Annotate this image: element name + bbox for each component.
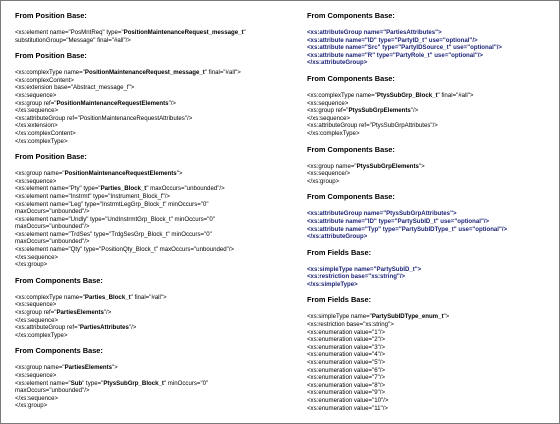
code-token-highlight: <xs:attribute name="Src" type="PartyIDSource_t" use="optional"/> — [307, 44, 502, 52]
code-line — [307, 170, 553, 178]
code-token: <xs:complexContent> — [15, 76, 74, 84]
right-section-from-fields-base — [307, 295, 553, 412]
code-token-highlight: <xs:attributeGroup name="PtysSubGrpAttributes"> — [307, 210, 457, 218]
code-line — [15, 223, 283, 231]
code-token: "> — [176, 170, 183, 178]
code-token: <xs:element name="Undly" type="UndInstrmtGrp_Block_t" minOccurs="0" — [15, 215, 215, 223]
code-token: </xs:extension> — [15, 122, 58, 130]
code-token: </xs:sequence> — [15, 253, 59, 261]
code-line — [15, 231, 283, 239]
code-line — [307, 336, 553, 344]
code-token: <xs:element name="Leg" type="InstrmtLegGrp_Block_t" minOccurs="0" — [15, 200, 209, 208]
right-section-from-components-base — [307, 11, 553, 67]
code-token: <xs:group ref=" — [307, 107, 349, 115]
code-line — [15, 395, 283, 403]
code-line — [15, 122, 283, 130]
code-token-highlight: PtysSubGrp_Block_t — [103, 379, 164, 387]
code-token: </xs:sequence> — [15, 107, 59, 115]
code-token: <xs:enumeration value="5"/> — [307, 359, 386, 367]
code-token: <xs:element name="Qty" type="PositionQty_Block_t" maxOccurs="unbounded"/> — [15, 246, 235, 254]
code-token: </xs:sequence> — [15, 316, 59, 324]
left-column — [15, 11, 283, 417]
code-token: <xs:sequence> — [15, 91, 57, 99]
code-line — [307, 389, 553, 397]
code-token: <xs:element name="TrdSes" type="TrdgSesGrp_Block_t" minOccurs="0" — [15, 230, 212, 238]
code-line — [15, 261, 283, 269]
code-token: substitutionGroup="Message" final="#all"/> — [15, 36, 131, 44]
code-token: <xs:extension base="Abstract_message_f"> — [15, 84, 135, 92]
left-section-from-position-base — [15, 152, 283, 269]
code-token: </xs:complexContent> — [15, 129, 76, 137]
code-token-highlight: Parties_Block_t — [84, 293, 131, 301]
code-token: <xs:group name=" — [15, 364, 65, 372]
code-token: "/> — [168, 99, 176, 107]
code-line — [15, 170, 283, 178]
code-line — [15, 332, 283, 340]
left-section-from-position-base — [15, 11, 283, 44]
code-line — [15, 201, 283, 209]
code-line — [307, 218, 553, 226]
code-line — [15, 317, 283, 325]
code-token: " maxOccurs="unbounded"/> — [146, 185, 225, 193]
code-token: <xs:enumeration value="10"/> — [307, 397, 389, 404]
code-line — [307, 44, 553, 52]
code-token: <xs:enumeration value="9"/> — [307, 389, 386, 397]
code-token: " final="#all"> — [437, 91, 474, 99]
code-line — [15, 238, 283, 246]
code-token: <xs:enumeration value="6"/> — [307, 366, 386, 374]
code-line — [15, 309, 283, 317]
code-line — [15, 380, 283, 388]
code-token: <xs:enumeration value="4"/> — [307, 351, 386, 359]
code-token-highlight: <xs:attribute name="ID" type="PartySubID_t" use="optional"/> — [307, 217, 490, 225]
code-token-highlight: PartiesElements — [64, 364, 113, 372]
code-token-highlight: PartiesElements — [56, 309, 104, 317]
code-token: <xs:complexType name=" — [15, 293, 85, 301]
code-token: </xs:group> — [15, 261, 48, 269]
code-line — [15, 138, 283, 146]
code-token: <xs:group ref=" — [15, 309, 57, 317]
code-token: "> — [443, 313, 450, 321]
code-token-highlight: PositionMaintenanceRequestElements — [64, 170, 177, 178]
code-line — [307, 344, 553, 352]
code-line — [15, 301, 283, 309]
code-token: </xs:group> — [307, 177, 340, 185]
right-column — [307, 11, 553, 419]
code-token: <xs:enumeration value="1"/> — [307, 328, 386, 336]
code-token-highlight: PartySubIDType_enum_t — [371, 313, 444, 321]
code-token: <xs:element name="Instrmt" type="Instrument_Block_f"/> — [15, 192, 170, 200]
code-line — [15, 193, 283, 201]
code-line — [307, 321, 553, 329]
code-token-highlight: <xs:attribute name="Typ" type="PartySubIDType_t" use="optional"/> — [307, 225, 508, 233]
section-heading: From Position Base: — [15, 51, 87, 61]
code-token: <xs:attributeGroup ref="PositionMaintenanceRequestAttributes"/> — [15, 114, 193, 122]
code-token: " minOccurs="0" — [163, 379, 209, 387]
code-line — [15, 208, 283, 216]
code-token: <xs:sequence> — [15, 177, 57, 185]
section-heading: From Components Base: — [15, 275, 103, 285]
code-token: " final="#all"> — [130, 293, 167, 301]
code-token-highlight: <xs:attribute name="ID" type="PartyID_t" use="optional"/> — [307, 36, 478, 44]
code-token: <xs:attributeGroup ref=" — [15, 324, 80, 332]
code-line — [307, 367, 553, 375]
code-line — [307, 210, 553, 218]
code-token: <xs:element name="Pty" type=" — [15, 185, 101, 193]
code-token: <xs:enumeration value="11"/> — [307, 404, 388, 412]
code-line — [15, 364, 283, 372]
code-token-highlight: Sub — [70, 379, 83, 387]
code-token: <xs:enumeration value="2"/> — [307, 336, 386, 344]
right-section-from-fields-base — [307, 248, 553, 289]
code-line — [15, 294, 283, 302]
section-heading: From Position Base: — [15, 11, 87, 20]
code-token: <xs:sequence> — [15, 301, 57, 309]
code-token-highlight: PartiesAttributes — [79, 324, 129, 332]
code-line — [15, 69, 283, 77]
code-token: "/> — [103, 309, 112, 317]
code-token-highlight: </xs:attributeGroup> — [307, 59, 368, 67]
code-token-highlight: PositionMaintenanceRequestElements — [56, 99, 169, 107]
code-line — [307, 273, 553, 281]
code-line — [307, 266, 553, 274]
code-token: " — [243, 29, 246, 36]
section-heading: From Position Base: — [15, 152, 87, 162]
code-line — [15, 77, 283, 85]
code-token: <xs:enumeration value="3"/> — [307, 343, 386, 351]
code-token: " final="#all"> — [204, 69, 241, 77]
code-line — [15, 402, 283, 410]
code-line — [307, 313, 553, 321]
code-line — [15, 130, 283, 138]
code-token-highlight: PtysSubGrpElements — [356, 162, 419, 170]
code-token-highlight: PositionMaintenanceRequest_message_t — [84, 69, 205, 77]
code-line — [15, 387, 283, 395]
code-token-highlight: PtysSubGrpElements — [348, 107, 411, 115]
code-line — [307, 374, 553, 382]
code-token: <xs:restriction base="xs:string"> — [307, 321, 394, 329]
section-heading: From Components Base: — [307, 144, 395, 154]
section-heading: From Components Base: — [307, 73, 395, 83]
code-line — [307, 130, 553, 138]
code-token: "> — [418, 162, 425, 170]
code-line — [15, 92, 283, 100]
code-token: </xs:sequence> — [307, 114, 351, 122]
left-section-from-components-base — [15, 276, 283, 340]
code-token: maxOccurs="unbounded"/> — [15, 387, 90, 395]
code-line — [15, 100, 283, 108]
code-token-highlight: </xs:simpleType> — [307, 280, 358, 288]
code-line — [15, 246, 283, 254]
code-line — [307, 281, 553, 289]
code-line — [15, 115, 283, 123]
code-token: <xs:group name=" — [307, 162, 357, 170]
code-line — [307, 359, 553, 367]
code-token: </xs:group> — [15, 402, 48, 410]
code-token: </xs:complexType> — [15, 331, 68, 339]
code-line — [15, 178, 283, 186]
code-line — [307, 100, 553, 108]
code-line — [307, 382, 553, 390]
code-token: maxOccurs="unbounded"/> — [15, 238, 90, 246]
code-line — [15, 84, 283, 92]
code-line — [307, 107, 553, 115]
code-token: <xs:sequence> — [15, 372, 57, 379]
code-line — [15, 37, 283, 45]
code-line — [307, 329, 553, 337]
code-token: "/> — [128, 324, 137, 332]
code-token: </xs:complexType> — [15, 137, 68, 145]
section-heading: From Components Base: — [307, 192, 395, 202]
code-line — [15, 185, 283, 193]
code-line — [307, 397, 553, 405]
code-line — [307, 115, 553, 123]
code-line — [307, 29, 553, 37]
code-line — [15, 216, 283, 224]
code-line — [307, 59, 553, 67]
section-heading: From Fields Base: — [307, 247, 372, 257]
code-token-highlight: <xs:restriction base="xs:string"/> — [307, 273, 406, 281]
code-token-highlight: </xs:attributeGroup> — [307, 233, 368, 241]
code-token: <xs:sequence> — [307, 99, 349, 107]
right-section-from-components-base — [307, 145, 553, 186]
code-token: </xs:complexType> — [307, 129, 360, 137]
code-token: "> — [112, 364, 118, 372]
code-token-highlight: <xs:attribute name="R" type="PartyRole_t" use="optional"/> — [307, 51, 483, 59]
right-section-from-components-base — [307, 192, 553, 240]
code-token: <xs:element name=" — [15, 379, 71, 387]
code-token: <xs:enumeration value="7"/> — [307, 374, 386, 382]
code-line — [307, 122, 553, 130]
code-line — [307, 92, 553, 100]
code-token-highlight: PtysSubGrp_Block_t — [376, 91, 438, 99]
code-line — [307, 351, 553, 359]
code-token-highlight: <xs:simpleType name="PartySubID_t"> — [307, 265, 422, 273]
code-token: <xs:simpleType name=" — [307, 313, 372, 321]
code-token: </xs:sequence> — [15, 394, 59, 402]
section-heading: From Fields Base: — [307, 295, 372, 305]
left-section-from-position-base — [15, 51, 283, 145]
code-token: "/> — [410, 107, 419, 115]
right-section-from-components-base — [307, 74, 553, 138]
code-line — [15, 372, 283, 380]
code-token: <xs:group name=" — [15, 170, 65, 178]
code-token-highlight: <xs:attributeGroup name="PartiesAttributes"> — [307, 29, 442, 36]
code-token: maxOccurs="unbounded"/> — [15, 208, 90, 216]
code-token: " type=" — [82, 379, 104, 387]
code-line — [307, 52, 553, 60]
code-token: maxOccurs="unbounded"/> — [15, 223, 90, 231]
code-line — [307, 233, 553, 241]
code-line — [307, 37, 553, 45]
code-token-highlight: Parties_Block_t — [100, 185, 147, 193]
code-line — [307, 405, 553, 413]
code-token: <xs:element name="PosMntReq" type=" — [15, 29, 124, 36]
code-line — [15, 254, 283, 262]
section-heading: From Components Base: — [307, 11, 395, 20]
left-section-from-components-base — [15, 346, 283, 410]
code-token: <xs:complexType name=" — [15, 69, 85, 77]
code-token-highlight: PositionMaintenanceRequest_message_t — [123, 29, 244, 36]
code-token: <xs:attributeGroup ref="PtysSubGrpAttributes"/> — [307, 122, 438, 130]
section-heading: From Components Base: — [15, 346, 103, 356]
code-line — [15, 107, 283, 115]
code-line — [307, 178, 553, 186]
code-token: <xs:group ref=" — [15, 99, 57, 107]
code-token: <xs:enumeration value="8"/> — [307, 381, 386, 389]
code-line — [15, 324, 283, 332]
code-line — [15, 29, 283, 37]
code-line — [307, 163, 553, 171]
code-line — [307, 226, 553, 234]
code-token: <xs:sequence/> — [307, 170, 351, 178]
code-token: <xs:complexType name=" — [307, 91, 377, 99]
